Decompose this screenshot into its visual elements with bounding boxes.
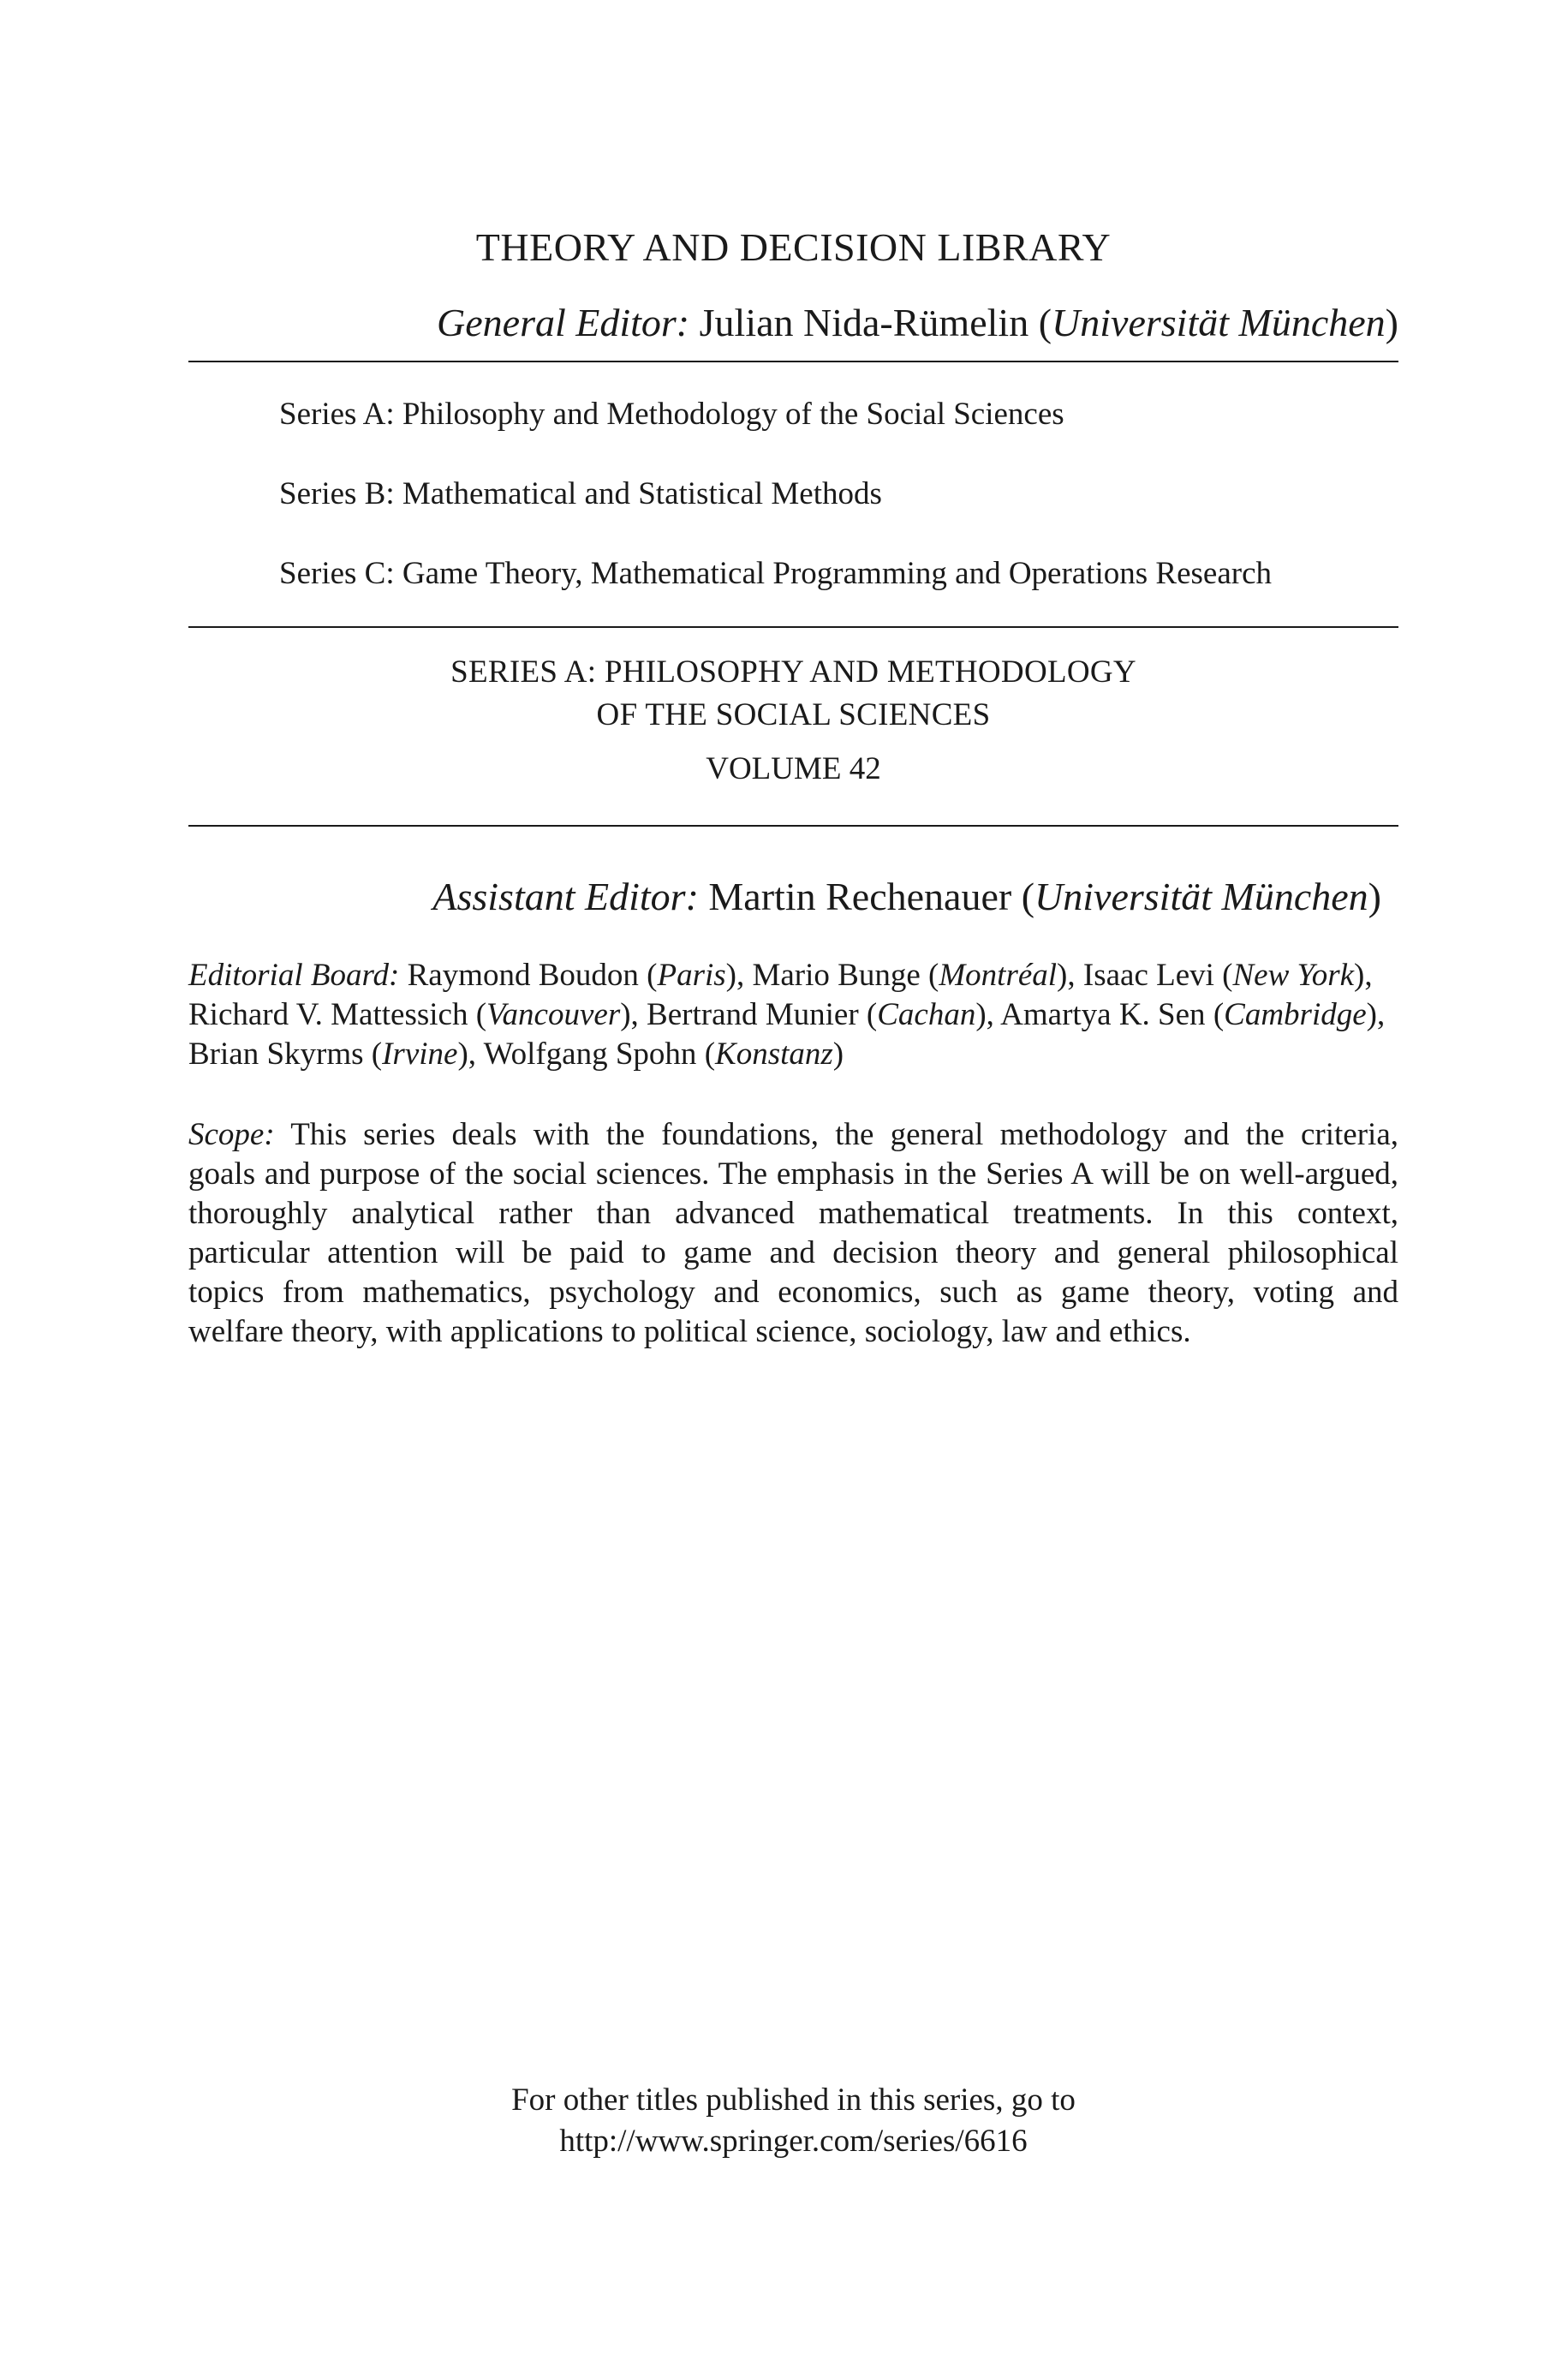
board-member-place: Cambridge [1224, 997, 1367, 1032]
series-item: Series C: Game Theory, Mathematical Programming and Operations Research [279, 556, 1272, 591]
board-member-place: New York [1232, 958, 1355, 993]
series-a-heading-line: SERIES A: PHILOSOPHY AND METHODOLOGY [450, 654, 1136, 690]
assistant-editor-label: Assistant Editor: [432, 875, 699, 918]
board-member-place: Cachan [877, 997, 976, 1032]
board-member-name: Raymond Boudon [407, 958, 639, 993]
series-a-heading [188, 651, 1398, 737]
assistant-editor: Assistant Editor: Martin Rechenauer (Universität München) [432, 875, 1381, 918]
series-url-link[interactable]: http://www.springer.com/series/6616 [559, 2124, 1028, 2159]
scope-text-line: This series deals with the foundations, the general methodology and the criteria, [290, 1117, 1399, 1152]
volume-number: VOLUME 42 [706, 751, 881, 786]
board-member-name: Isaac Levi [1082, 958, 1214, 993]
scope-text-line: thoroughly analytical rather than advanced mathematical treatments. In this context, [188, 1196, 1398, 1231]
general-editor-name: Julian Nida-Rümelin [699, 301, 1029, 344]
assistant-editor-affiliation: Universität München [1034, 875, 1368, 918]
library-title: THEORY AND DECISION LIBRARY [475, 225, 1112, 269]
general-editor-label: General Editor: [437, 301, 690, 344]
assistant-editor-name: Martin Rechenauer [708, 875, 1012, 918]
divider [188, 825, 1398, 827]
board-member-place: Paris [657, 958, 726, 993]
general-editor-affiliation: Universität München [1052, 301, 1386, 344]
scope-paragraph [188, 1115, 1398, 1352]
board-member-name: Richard V. Mattessich [188, 997, 468, 1032]
board-member-name: Wolfgang Spohn [483, 1037, 697, 1072]
divider [188, 626, 1398, 628]
series-item: Series A: Philosophy and Methodology of the Social Sciences [279, 397, 1064, 432]
series-item: Series B: Mathematical and Statistical Methods [279, 476, 882, 511]
footer [188, 2080, 1398, 2162]
board-member-name: Amartya K. Sen [1000, 997, 1206, 1032]
series-a-heading-line: OF THE SOCIAL SCIENCES [596, 697, 991, 732]
scope-text-line: particular attention will be paid to game and decision theory and general philosophical [188, 1235, 1398, 1270]
editorial-board: Editorial Board: Raymond Boudon (Paris), Mario Bunge (Montréal), Isaac Levi (New York), Richard V. Mattessich (Vancouver), Bertrand Munier (Cachan), Amartya K. Sen (Cambridge), Brian Skyrms (Irvine), Wolfgang Spohn (Konstanz) [188, 958, 1386, 1072]
board-member-place: Konstanz [715, 1037, 833, 1072]
general-editor: General Editor: Julian Nida-Rümelin (Universität München) [437, 301, 1398, 344]
scope-label: Scope: [188, 1117, 275, 1152]
board-member-place: Montréal [939, 958, 1058, 993]
footer-text: For other titles published in this series, go to [511, 2082, 1076, 2118]
editorial-board-label: Editorial Board: [188, 958, 400, 993]
divider [188, 361, 1398, 362]
scope-text-line: welfare theory, with applications to political science, sociology, law and ethics. [188, 1314, 1191, 1349]
board-member-name: Mario Bunge [752, 958, 921, 993]
board-member-name: Brian Skyrms [188, 1037, 364, 1072]
scope-text-line: topics from mathematics, psychology and economics, such as game theory, voting and [188, 1275, 1398, 1310]
board-member-place: Irvine [382, 1037, 458, 1072]
board-member-name: Bertrand Munier [647, 997, 859, 1032]
board-member-place: Vancouver [486, 997, 621, 1032]
scope-text-line: goals and purpose of the social sciences. The emphasis in the Series A will be on well-argued, [188, 1156, 1398, 1192]
